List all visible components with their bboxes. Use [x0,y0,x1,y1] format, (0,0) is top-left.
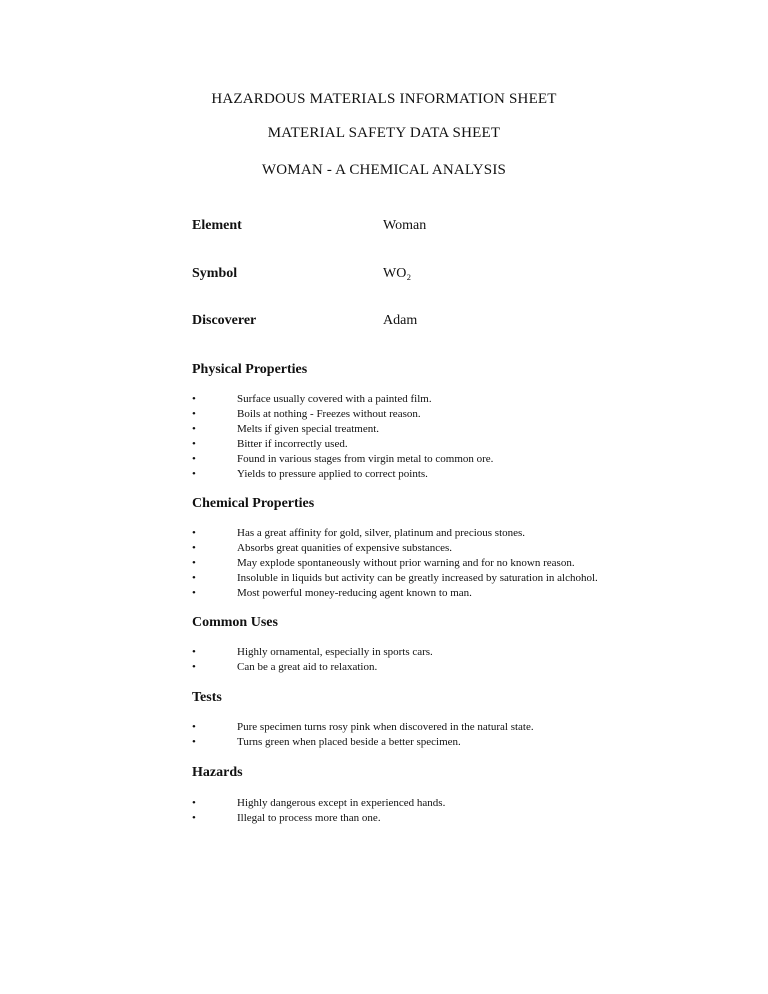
bullet-icon: • [192,721,196,733]
list-item-text: Yields to pressure applied to correct points. [237,468,428,480]
list-item-text: May explode spontaneously without prior warning and for no known reason. [237,557,575,569]
list-item [192,796,752,811]
list-item [192,526,752,541]
list-item-text: Surface usually covered with a painted film. [237,393,432,405]
physical-properties-section [192,361,752,482]
list-item [192,735,752,750]
bullet-icon: • [192,542,196,554]
list-item-text: Bitter if incorrectly used. [237,438,348,450]
section-heading: Physical Properties [192,362,308,377]
list-item-text: Boils at nothing - Freezes without reason. [237,408,421,420]
list-item-text: Illegal to process more than one. [237,812,381,824]
list-item [192,556,752,571]
bullet-icon: • [192,438,196,450]
list-item [192,452,752,467]
discoverer-label: Discoverer [192,313,257,328]
list-item [192,571,752,586]
list-item-text: Highly ornamental, especially in sports cars. [237,646,433,658]
list-item-text: Most powerful money-reducing agent known to man. [237,587,472,599]
list-item [192,541,752,556]
document-analysis-title: WOMAN - A CHEMICAL ANALYSIS [261,162,507,178]
bullet-icon: • [192,557,196,569]
symbol-value: WO₂ [383,266,412,281]
bullet-icon: • [192,468,196,480]
list-item [192,437,752,452]
bullet-icon: • [192,661,196,673]
list-item-text: Found in various stages from virgin metal to common ore. [237,453,494,465]
tests-section [192,689,752,750]
bullet-list [192,392,752,482]
list-item [192,467,752,482]
bullet-icon: • [192,393,196,405]
chemical-properties-section [192,495,752,601]
discoverer-value: Adam [383,313,418,328]
list-item-text: Highly dangerous except in experienced hands. [237,797,446,809]
bullet-list [192,645,752,675]
list-item-text: Turns green when placed beside a better specimen. [237,736,461,748]
bullet-icon: • [192,453,196,465]
section-heading: Tests [192,690,222,705]
list-item-text: Can be a great aid to relaxation. [237,661,378,673]
list-item-text: Absorbs great quanities of expensive substances. [237,542,453,554]
section-heading: Chemical Properties [192,496,315,511]
list-item [192,811,752,826]
list-item-text: Insoluble in liquids but activity can be greatly increased by saturation in alchohol. [237,572,598,584]
symbol-label: Symbol [192,266,238,281]
list-item-text: Has a great affinity for gold, silver, platinum and precious stones. [237,527,526,539]
bullet-icon: • [192,408,196,420]
bullet-icon: • [192,812,196,824]
list-item [192,407,752,422]
list-item-text: Melts if given special treatment. [237,423,380,435]
bullet-icon: • [192,572,196,584]
bullet-icon: • [192,646,196,658]
document-title: HAZARDOUS MATERIALS INFORMATION SHEET [211,91,557,107]
hazards-section [192,764,752,826]
list-item [192,422,752,437]
section-heading: Hazards [192,765,243,780]
common-uses-section [192,614,752,675]
bullet-list [192,796,752,826]
element-label: Element [192,218,242,233]
list-item [192,392,752,407]
bullet-icon: • [192,527,196,539]
section-heading: Common Uses [192,615,278,630]
list-item [192,720,752,735]
list-item [192,645,752,660]
list-item-text: Pure specimen turns rosy pink when discovered in the natural state. [237,721,534,733]
bullet-icon: • [192,736,196,748]
document-subtitle: MATERIAL SAFETY DATA SHEET [267,125,501,141]
bullet-icon: • [192,797,196,809]
list-item [192,586,752,601]
bullet-icon: • [192,423,196,435]
list-item [192,660,752,675]
bullet-icon: • [192,587,196,599]
bullet-list [192,526,752,601]
element-value: Woman [383,218,427,233]
bullet-list [192,720,752,750]
